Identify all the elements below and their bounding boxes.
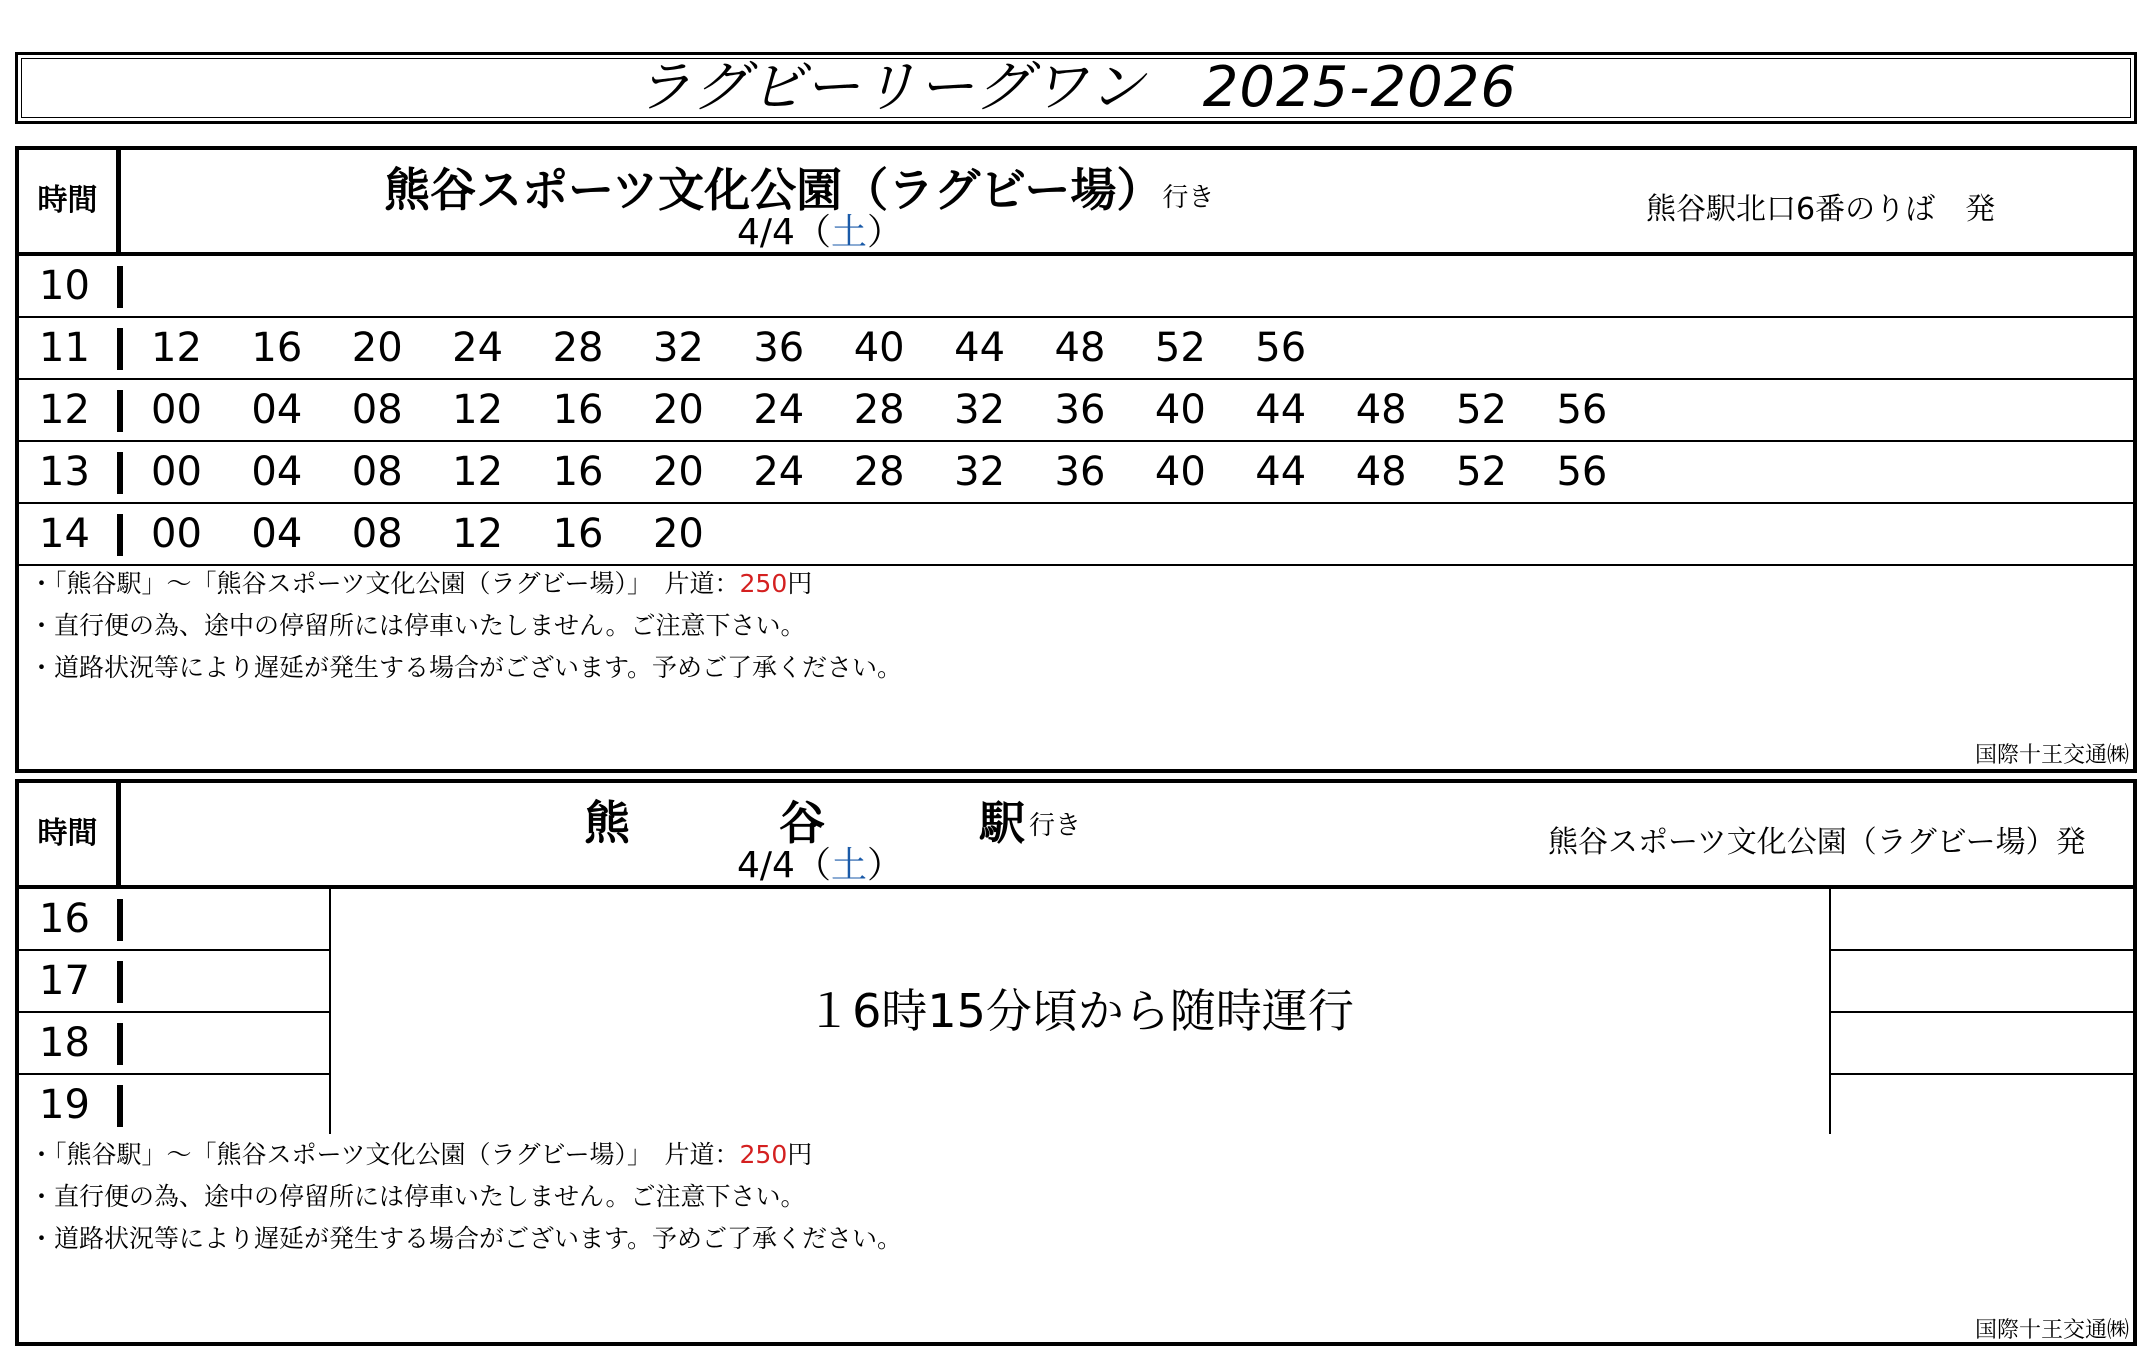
departure-minute: 04	[251, 511, 303, 557]
hour-cell: 11	[19, 318, 121, 378]
departure-minute: 52	[1154, 325, 1206, 371]
table-row	[19, 951, 329, 1013]
grid-cell	[1831, 1013, 2133, 1075]
hour-cell: 13	[19, 442, 121, 502]
departure-minute: 20	[652, 387, 704, 433]
departure-minute: 28	[853, 387, 905, 433]
departure-minute: 40	[1154, 449, 1206, 495]
hour-cell: 16	[19, 889, 121, 949]
hour-cell: 18	[19, 1013, 121, 1073]
timetable-return	[15, 779, 2137, 1346]
fare-unit: 円	[787, 1140, 813, 1169]
table-row	[19, 504, 2133, 566]
grid-cell	[1831, 1075, 2133, 1137]
page-title: ラグビーリーグワン 2025-2026	[635, 55, 1517, 120]
departure-minute: 12	[452, 449, 504, 495]
date-suffix: ）	[866, 845, 903, 886]
company-name: 国際十王交通㈱	[1974, 1318, 2129, 1343]
date-prefix: 4/4（	[737, 845, 831, 886]
timetable-outbound	[15, 146, 2137, 773]
date-prefix: 4/4（	[737, 212, 831, 253]
departure-minute: 56	[1255, 325, 1307, 371]
fare-unit: 円	[787, 569, 813, 598]
operation-text: １6時15分頃から随時運行	[806, 984, 1354, 1038]
fare-note-text: ・「熊谷駅」～「熊谷スポーツ文化公園（ラグビー場）」 片道：	[29, 1140, 740, 1169]
hour-cell: 10	[19, 256, 121, 316]
minutes-list	[151, 318, 1356, 378]
date-day: 土	[830, 845, 867, 886]
hour-cell: 12	[19, 380, 121, 440]
departure-minute: 44	[1255, 387, 1307, 433]
destination-char-3: 駅	[979, 796, 1025, 850]
departure-minute: 00	[151, 511, 202, 557]
destination-suffix: 行き	[1162, 183, 1215, 213]
fare-note	[29, 563, 902, 605]
outbound-header	[19, 150, 2133, 256]
origin-stop: 熊谷駅北口6番のりば 発	[1646, 192, 1996, 227]
departure-minute: 24	[452, 325, 504, 371]
table-row	[19, 1075, 329, 1137]
fare-amount: 250	[739, 1140, 788, 1169]
hour-column-header: 時間	[19, 783, 121, 885]
company-name: 国際十王交通㈱	[1974, 743, 2129, 768]
destination-name: 熊谷スポーツ文化公園（ラグビー場）	[384, 163, 1163, 217]
departure-minute: 48	[1054, 325, 1106, 371]
destination-char-1: 熊	[584, 796, 630, 850]
date-day: 土	[830, 212, 867, 253]
departure-minute: 48	[1355, 387, 1407, 433]
departure-minute: 32	[652, 325, 704, 371]
title-banner	[15, 52, 2137, 124]
departure-minute: 56	[1556, 449, 1608, 495]
notes	[29, 563, 902, 689]
destination-char-2: 谷	[779, 796, 825, 850]
express-note: ・直行便の為、途中の停留所には停車いたしません。ご注意下さい。	[29, 611, 806, 640]
minutes-list	[151, 442, 1657, 502]
departure-minute: 08	[351, 511, 403, 557]
table-row	[19, 256, 2133, 318]
departure-minute: 16	[552, 449, 604, 495]
departure-minute: 24	[753, 387, 805, 433]
service-date	[737, 837, 903, 888]
destination-suffix: 行き	[1029, 811, 1082, 841]
departure-minute: 20	[652, 449, 704, 495]
grid-cell	[1831, 951, 2133, 1013]
operation-box	[329, 889, 1831, 1134]
table-row	[19, 380, 2133, 442]
departure-minute: 52	[1456, 449, 1507, 495]
fare-note	[29, 1134, 902, 1176]
table-row	[19, 442, 2133, 504]
departure-minute: 36	[1054, 449, 1106, 495]
notes	[29, 1134, 902, 1260]
departure-minute: 04	[251, 449, 303, 495]
departure-minute: 08	[351, 449, 403, 495]
fare-note-text: ・「熊谷駅」～「熊谷スポーツ文化公園（ラグビー場）」 片道：	[29, 569, 740, 598]
return-header	[19, 783, 2133, 889]
departure-minute: 44	[954, 325, 1006, 371]
departure-minute: 20	[351, 325, 403, 371]
delay-note: ・道路状況等により遅延が発生する場合がございます。予めご了承ください。	[29, 1224, 903, 1253]
table-row	[19, 1013, 329, 1075]
departure-minute: 28	[552, 325, 604, 371]
hour-cell: 19	[19, 1075, 121, 1135]
departure-minute: 12	[151, 325, 202, 371]
departure-minute: 20	[652, 511, 704, 557]
departure-minute: 16	[251, 325, 303, 371]
fare-amount: 250	[739, 569, 788, 598]
departure-minute: 56	[1556, 387, 1608, 433]
table-row	[19, 318, 2133, 380]
departure-minute: 12	[452, 387, 504, 433]
departure-minute: 32	[954, 449, 1006, 495]
departure-minute: 28	[853, 449, 905, 495]
departure-minute: 52	[1456, 387, 1507, 433]
departure-minute: 40	[1154, 387, 1206, 433]
minutes-list	[151, 380, 1657, 440]
departure-minute: 00	[151, 449, 202, 495]
table-row	[19, 889, 329, 951]
origin-stop: 熊谷スポーツ文化公園（ラグビー場）発	[1548, 825, 2086, 860]
right-grid	[1831, 889, 2133, 1134]
departure-minute: 36	[753, 325, 805, 371]
departure-minute: 32	[954, 387, 1006, 433]
service-date	[737, 204, 903, 255]
departure-minute: 36	[1054, 387, 1106, 433]
hour-column-header: 時間	[19, 150, 121, 252]
minutes-list	[151, 504, 753, 564]
departure-minute: 08	[351, 387, 403, 433]
departure-minute: 16	[552, 511, 604, 557]
departure-minute: 00	[151, 387, 202, 433]
departure-minute: 48	[1355, 449, 1407, 495]
departure-minute: 40	[853, 325, 905, 371]
departure-minute: 44	[1255, 449, 1307, 495]
grid-cell	[1831, 889, 2133, 951]
departure-minute: 04	[251, 387, 303, 433]
date-suffix: ）	[866, 212, 903, 253]
departure-minute: 24	[753, 449, 805, 495]
departure-minute: 16	[552, 387, 604, 433]
hour-cell: 17	[19, 951, 121, 1011]
hour-cell: 14	[19, 504, 121, 564]
express-note: ・直行便の為、途中の停留所には停車いたしません。ご注意下さい。	[29, 1182, 806, 1211]
departure-minute: 12	[452, 511, 504, 557]
delay-note: ・道路状況等により遅延が発生する場合がございます。予めご了承ください。	[29, 653, 903, 682]
